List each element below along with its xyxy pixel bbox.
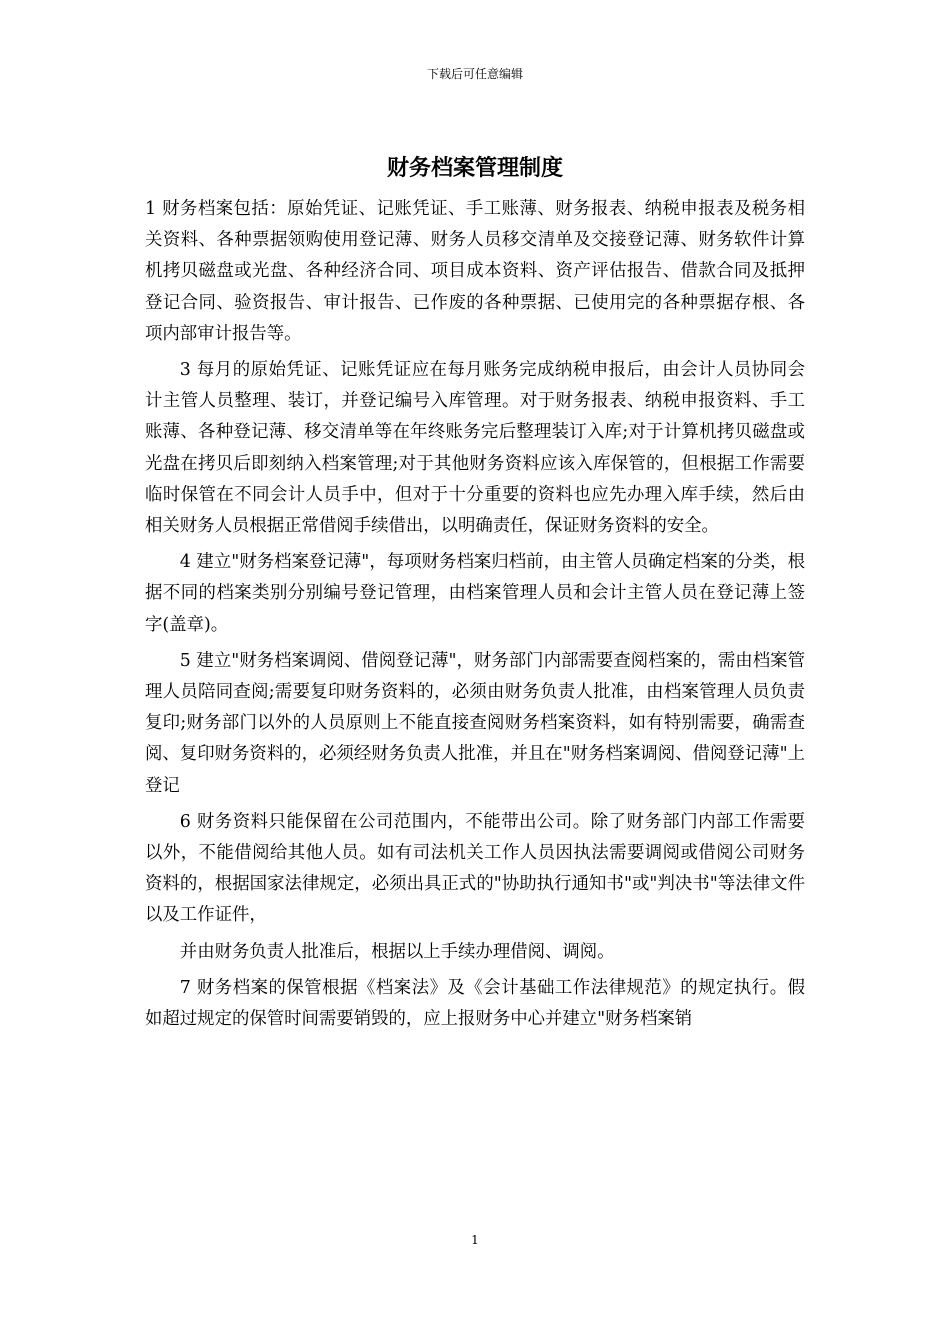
page-number: 1 [471, 1233, 479, 1247]
document-body [145, 194, 805, 1040]
paragraph-3: 3 每月的原始凭证、记账凭证应在每月账务完成纳税申报后，由会计人员协同会计主管人员整理、装订，并登记编号入库管理。对于财务报表、纳税申报资料、手工账薄、各种登记薄、移交清单等在年终账务完后整理装订入库;对于计算机拷贝磁盘或光盘在拷贝后即刻纳入档案管理;对于其他财务资料应该入库保管的，但根据工作需要临时保管在不同会计人员手中，但对于十分重要的资料也应先办理入库手续，然后由相关财务人员根据正常借阅手续借出，以明确责任，保证财务资料的安全。 [145, 360, 805, 537]
paragraph-5: 5 建立"财务档案调阅、借阅登记薄"，财务部门内部需要查阅档案的，需由档案管理人员陪同查阅;需要复印财务资料的，必须由财务负责人批准，由档案管理人员负责复印;财务部门以外的人员原则上不能直接查阅财务档案资料，如有特别需要，确需查阅、复印财务资料的，必须经财务负责人批准，并且在"财务档案调阅、借阅登记薄"上登记 [145, 650, 805, 796]
paragraph-1: 1 财务档案包括：原始凭证、记账凭证、手工账薄、财务报表、纳税申报表及税务相关资料、各种票据领购使用登记薄、财务人员移交清单及交接登记薄、财务软件计算机拷贝磁盘或光盘、各种经济合同、项目成本资料、资产评估报告、借款合同及抵押登记合同、验资报告、审计报告、已作废的各种票据、已使用完的各种票据存根、各项内部审计报告等。 [145, 199, 805, 344]
document-title: 财务档案管理制度 [386, 156, 563, 181]
paragraph-4: 4 建立"财务档案登记薄"，每项财务档案归档前，由主管人员确定档案的分类，根据不同的档案类别分别编号登记管理，由档案管理人员和会计主管人员在登记薄上签字(盖章)。 [145, 552, 805, 635]
paragraph-7: 7 财务档案的保管根据《档案法》及《会计基础工作法律规范》的规定执行。假如超过规定的保管时间需要销毁的，应上报财务中心并建立"财务档案销 [145, 977, 805, 1030]
paragraph-6-continued: 并由财务负责人批准后，根据以上手续办理借阅、调阅。 [179, 941, 615, 962]
page-header: 下载后可任意编辑 [426, 67, 523, 81]
paragraph-6: 6 财务资料只能保留在公司范围内，不能带出公司。除了财务部门内部工作需要以外，不能借阅给其他人员。如有司法机关工作人员因执法需要调阅或借阅公司财务资料的，根据国家法律规定，必须出具正式的"协助执行通知书"或"判决书"等法律文件以及工作证件， [145, 811, 805, 926]
